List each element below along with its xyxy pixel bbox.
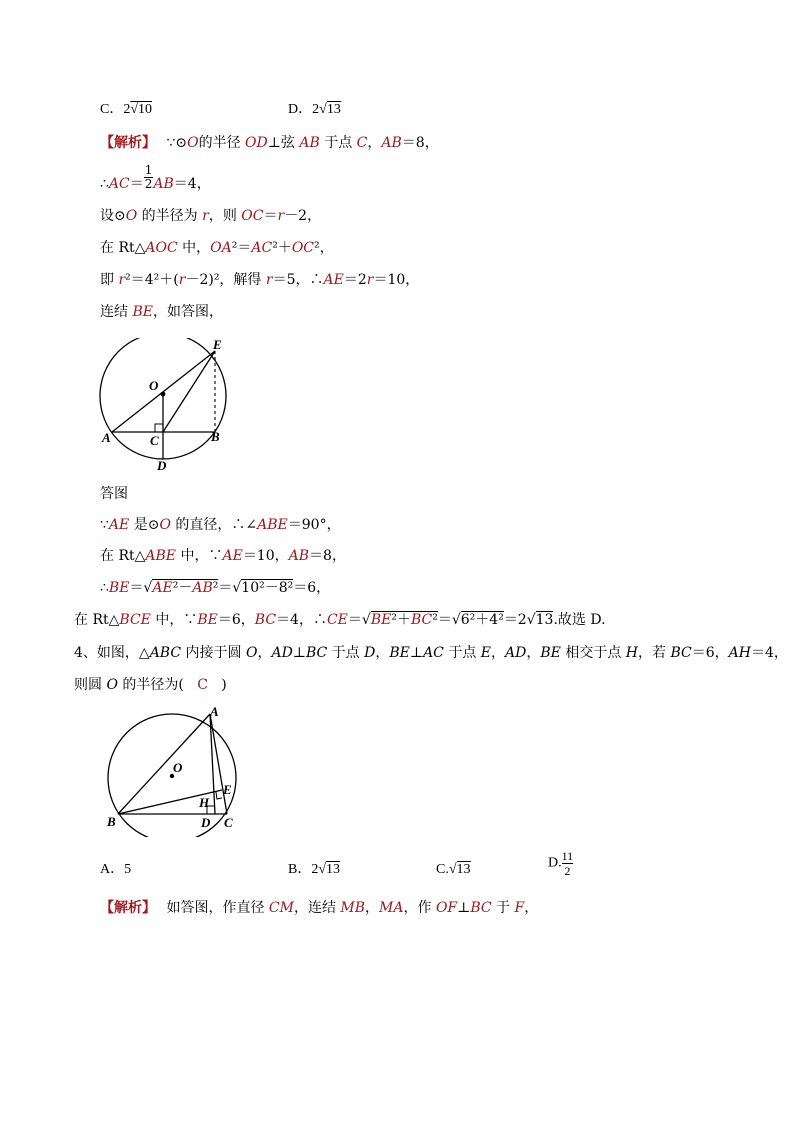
label-O: O <box>173 760 183 775</box>
label-A: A <box>210 704 219 719</box>
label-O: O <box>149 378 159 393</box>
analysis-line-10: 在 Rt△BCE 中，∵BE＝6，BC＝4，∴CE＝√BE²＋BC²＝√6²＋4²＝2√13.故选 D. <box>74 612 606 628</box>
label-E: E <box>223 782 232 797</box>
option-c: C．2√10 <box>100 102 153 117</box>
analysis-line-1 <box>100 133 439 153</box>
q4-stem-line-2: 则圆 O 的半径为( C ) <box>74 677 227 693</box>
analysis-line-3: 设⊙O 的半径为 r，则 OC＝r－2， <box>100 208 322 224</box>
label-B: B <box>107 814 116 829</box>
analysis-text-1: ∵⊙O的半径 OD⊥弦 AB 于点 C，AB＝8， <box>166 135 439 151</box>
label-D: D <box>157 458 167 473</box>
analysis-line-9: ∴BE＝√AE²－AB²＝√10²－8²＝6， <box>100 580 331 596</box>
q4-analysis: 【解析】 如答图，作直径 CM，连结 MB，MA，作 OF⊥BC 于 F， <box>100 900 539 916</box>
label-H: H <box>199 795 210 810</box>
analysis-line-4: 在 Rt△AOC 中，OA²＝AC²＋OC²， <box>100 240 334 256</box>
analysis-line-8: 在 Rt△ABE 中，∵AE＝10，AB＝8， <box>100 548 346 564</box>
analysis-line-7: ∵AE 是⊙O 的直径，∴∠ABE＝90°， <box>100 517 341 533</box>
option-d: D．2√13 <box>288 102 341 117</box>
analysis-line-6: 连结 BE，如答图， <box>100 304 223 320</box>
q4-analysis-tag: 【解析】 <box>100 900 156 916</box>
figure-caption: 答图 <box>100 486 128 502</box>
q4-option-c: C.√13 <box>436 862 471 877</box>
q4-option-d: D. $\frac{11}{2}$ <box>548 849 574 878</box>
q4-option-a: A．5 <box>100 862 132 877</box>
figure-circle-answer <box>95 338 245 478</box>
figure-triangle-circle <box>100 702 250 837</box>
label-C: C <box>150 433 159 448</box>
analysis-line-5: 即 r²＝4²＋(r－2)²，解得 r＝5，∴AE＝2r＝10， <box>100 272 420 288</box>
label-C: C <box>224 815 233 830</box>
label-B: B <box>211 429 220 444</box>
q4-option-b: B．2√13 <box>288 862 341 877</box>
label-E: E <box>213 338 222 352</box>
analysis-line-2: ∴AC＝ $\frac{1}{2}$ AB＝4， <box>100 163 211 192</box>
label-A: A <box>102 430 111 445</box>
analysis-tag: 【解析】 <box>100 135 156 151</box>
label-D: D <box>201 815 211 830</box>
q4-stem-line-1: 4、如图，△ABC 内接于圆 O，AD⊥BC 于点 D，BE⊥AC 于点 E，AD，BE 相交于点 H，若 BC＝6，AH＝4， <box>74 645 788 661</box>
